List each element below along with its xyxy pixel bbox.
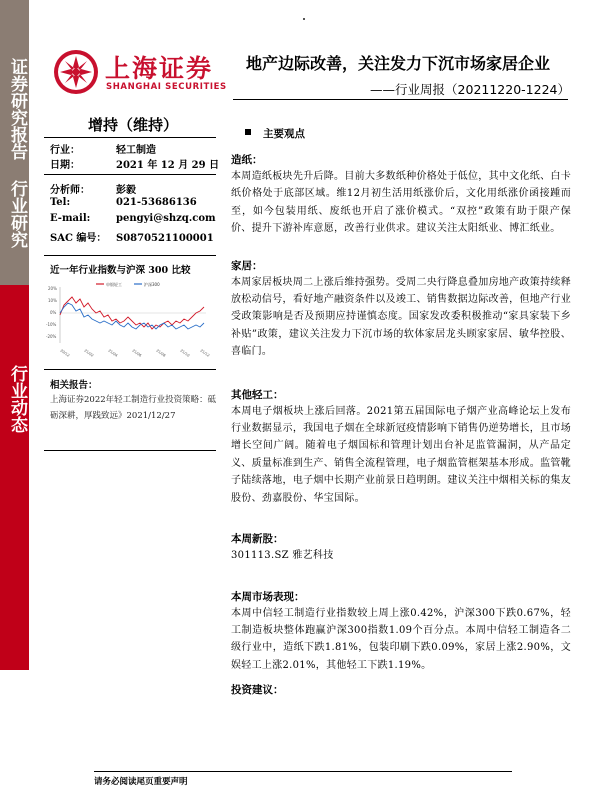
- svg-text:-10%: -10%: [46, 322, 57, 327]
- svg-text:21/12: 21/12: [199, 348, 211, 358]
- related-report-link[interactable]: 上海证券2022年轻工制造行业投资策略：砥砺深耕，厚践致远》2021/12/27: [50, 395, 217, 421]
- date-value: 2021 年 12 月 29 日: [116, 160, 220, 171]
- industry-value: 轻工制造: [116, 145, 156, 156]
- section-body-paper: 本周造纸板块先升后降。目前大多数纸种价格处于低位，其中文化纸、白卡纸价格处于底部区域。维12月初生活用纸涨价后，文化用纸涨价函接踵而至，如今包装用纸、废纸也开启了涨价模式。“双控”政策有助于限产保价、提升下游补库意愿，改善行业供求。建议关注太阳纸业、博汇纸业。: [231, 171, 571, 235]
- bullet-square-icon: [245, 129, 251, 135]
- svg-text:21/10: 21/10: [179, 348, 191, 358]
- related-divider: [44, 450, 216, 451]
- analyst-value: 彭毅: [116, 185, 136, 196]
- industry-row: [50, 141, 156, 156]
- logo-emblem-icon: [53, 49, 99, 95]
- industry-label: 行业：: [50, 145, 80, 156]
- email-label: E-mail:: [50, 213, 91, 224]
- company-logo: [53, 45, 227, 100]
- sidebar-category: [0, 0, 29, 285]
- logo-name: 上海证券: [105, 54, 214, 83]
- rating-divider: [44, 137, 216, 138]
- section-title-market: 本周市场表现：: [231, 590, 305, 603]
- related-reports-title: 相关报告：: [50, 380, 98, 391]
- y-tick-labels: [46, 286, 57, 339]
- section-title-advice: 投资建议：: [231, 684, 284, 697]
- sac-label: SAC 编号：: [50, 233, 107, 244]
- svg-text:21/04: 21/04: [107, 348, 119, 358]
- svg-text:21/06: 21/06: [131, 348, 143, 358]
- sac-value: S0870521100001: [116, 233, 214, 244]
- section-title-furniture: 家居：: [231, 259, 263, 272]
- chart-title: 近一年行业指数与沪深 300 比较: [50, 265, 191, 276]
- report-subtitle: ——行业周报（20211220-1224）: [370, 82, 570, 97]
- sidebar-report-type: [0, 285, 29, 670]
- section-title-paper: 造纸：: [231, 154, 263, 166]
- analyst-label: 分析师：: [50, 185, 90, 196]
- svg-text:21/08: 21/08: [155, 348, 167, 358]
- svg-text:-20%: -20%: [46, 334, 57, 339]
- key-points-heading: [245, 126, 571, 148]
- sidebar-report-type-text: 行业动态: [7, 365, 27, 433]
- footer-disclaimer: 请务必阅读尾页重要声明: [94, 777, 188, 787]
- footer-divider: [94, 771, 512, 772]
- sac-row: [50, 229, 214, 244]
- key-points-title: 主要观点: [263, 128, 305, 140]
- x-tick-labels: [59, 349, 210, 359]
- sidebar-bottom: [0, 670, 29, 800]
- index-comparison-chart: [46, 277, 216, 363]
- date-row: [50, 156, 219, 171]
- tel-value: 021-53686136: [116, 197, 197, 208]
- email-row: [50, 213, 216, 224]
- svg-text:20/12: 20/12: [59, 348, 71, 358]
- section-body-market: 本周中信轻工制造行业指数较上周上涨0.42%，沪深300下跌0.67%，轻工制造板块整体跑赢沪深300指数1.09个百分点。本周中信轻工制造各二级行业中，造纸下跌1.81%，包装印刷下跌0.09%，家居上涨2.90%，文娱轻工上涨2.01%，其他轻工下跌1.19%。: [231, 607, 571, 671]
- svg-text:0%: 0%: [50, 310, 57, 315]
- email-value[interactable]: pengyi@shzq.com: [116, 213, 216, 224]
- section-body-furniture: 本周家居板块周二上涨后维持强势。受周二央行降息叠加房地产政策持续释放松动信号，看好地产融资条件以及竣工、销售数据边际改善，但地产行业受政策影响是否及预期应持谨慎态度。国家发改委积极推动“家具家装下乡补贴”政策，建议关注发力下沉市场的软体家居龙头顾家家居、敏华控股、喜临门。: [231, 276, 571, 358]
- report-title: 地产边际改善，关注发力下沉市场家居企业: [245, 54, 550, 73]
- tel-row: [50, 197, 197, 208]
- main-content: [231, 126, 571, 698]
- section-title-new-stocks: 本周新股：: [231, 533, 284, 546]
- title-divider: [233, 99, 568, 100]
- section-body-new-stocks: 301113.SZ 雅艺科技: [231, 550, 334, 562]
- legend-label-hs300: 沪深300: [144, 282, 160, 287]
- rating: 增持（维持）: [88, 116, 179, 134]
- chart-bottom-divider: [44, 369, 216, 370]
- page-marker: [303, 18, 305, 20]
- chart-top-divider: [44, 255, 216, 256]
- legend-label-industry: 申银轻工: [106, 282, 122, 287]
- section-title-other-light: 其他轻工：: [231, 388, 284, 401]
- analyst-row: [50, 181, 136, 196]
- svg-text:21/02: 21/02: [83, 348, 95, 358]
- logo-english-name: SHANGHAI SECURITIES: [106, 82, 227, 92]
- section-body-other-light: 本周电子烟板块上涨后回落。2021第五届国际电子烟产业高峰论坛上发布行业数据显示，我国电子烟在全球新冠疫情影响下销售仍逆势增长，且市场增长空间广阔。随着电子烟国标和管理计划出台补足监管漏洞，从产品定义、质量标准到生产、销售全流程管理，电子烟监管框架基本形成。监管靴子陆续落地，电子烟中长期产业前景日趋明朗。建议关注中烟相关标的集友股份、劲嘉股份、华宝国际。: [231, 405, 571, 504]
- tel-label: Tel:: [50, 197, 71, 208]
- svg-text:20%: 20%: [48, 286, 57, 291]
- series-hs300-line: [60, 303, 204, 329]
- info-divider: [44, 174, 216, 175]
- date-label: 日期：: [50, 160, 80, 171]
- svg-text:10%: 10%: [48, 298, 57, 303]
- sidebar-category-text: 证券研究报告 行业研究: [7, 58, 27, 248]
